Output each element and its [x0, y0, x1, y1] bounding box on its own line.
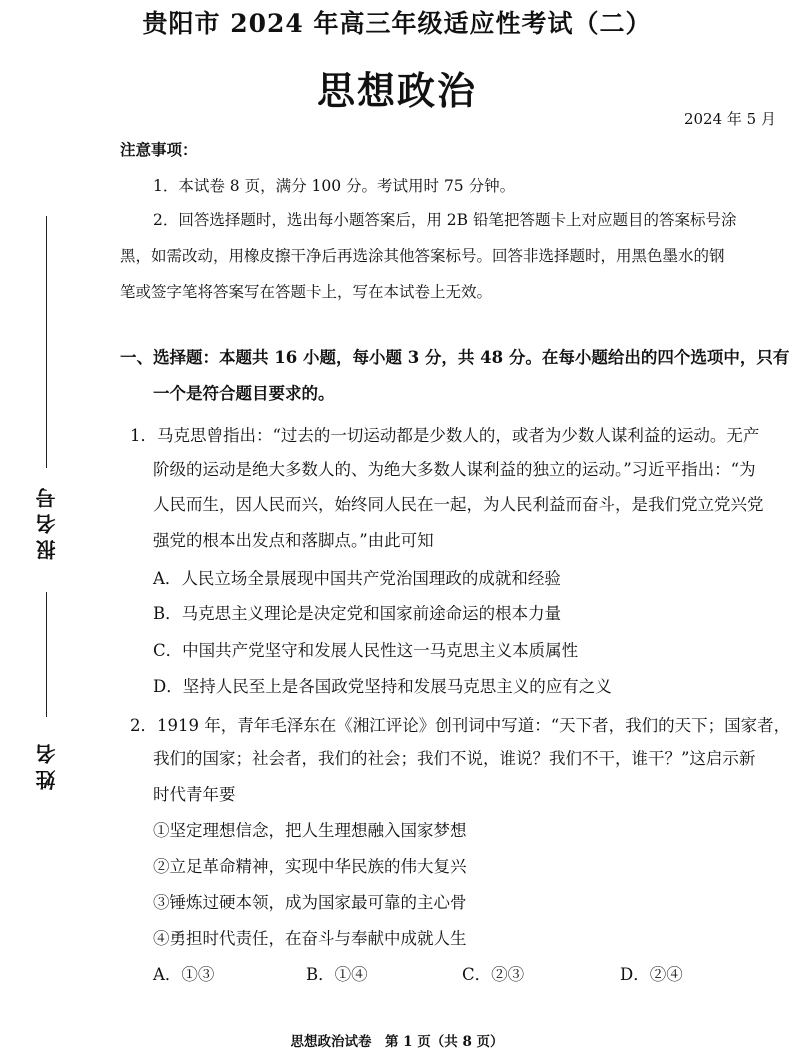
note-line: 黑，如需改动，用橡皮擦干净后再选涂其他答案标号。回答非选择题时，用黑色墨水的钢 — [120, 247, 725, 265]
exam-title: 贵阳市 2024 年高三年级适应性考试（二） — [142, 9, 652, 38]
section-heading: 一、选择题：本题共 16 小题，每小题 3 分，共 48 分。在每小题给出的四个选项中，只有 — [120, 348, 790, 367]
registration-number-line-lower — [46, 592, 47, 717]
question-1-option-a: A．人民立场全景展现中国共产党治国理政的成就和经验 — [153, 569, 561, 588]
registration-number-line — [46, 216, 47, 468]
question-2-option-a: A．①③ — [153, 965, 215, 984]
exam-date: 2024 年 5 月 — [683, 110, 776, 128]
section-heading-cont: 一个是符合题目要求的。 — [153, 384, 335, 403]
registration-number-label: 报名号 — [35, 482, 59, 560]
note-line: 笔或签字笔将答案写在答题卡上，写在本试卷上无效。 — [120, 283, 493, 301]
question-2-line: 2．1919 年，青年毛泽东在《湘江评论》创刊词中写道：“天下者，我们的天下；国家者， — [130, 716, 791, 735]
page-footer: 思想政治试卷 第 1 页（共 8 页） — [290, 1034, 504, 1050]
question-2-item: ①坚定理想信念，把人生理想融入国家梦想 — [153, 821, 467, 840]
note-line: 2．回答选择题时，选出每小题答案后，用 2B 铅笔把答题卡上对应题目的答案标号涂 — [153, 211, 737, 229]
question-1-option-b: B．马克思主义理论是决定党和国家前途命运的根本力量 — [153, 604, 562, 623]
question-2-option-b: B．①④ — [306, 965, 368, 984]
subject-title: 思想政治 — [316, 68, 477, 113]
question-2-item: ③锤炼过硬本领，成为国家最可靠的主心骨 — [153, 893, 467, 912]
question-2-option-c: C．②③ — [462, 965, 525, 984]
question-2-line: 我们的国家；社会者，我们的社会；我们不说，谁说？我们不干，谁干？”这启示新 — [153, 749, 756, 768]
question-1-line: 强党的根本出发点和落脚点。”由此可知 — [153, 531, 434, 550]
question-1-line: 人民而生，因人民而兴，始终同人民在一起，为人民利益而奋斗，是我们党立党兴党 — [153, 495, 764, 514]
question-1-option-d: D．坚持人民至上是各国政党坚持和发展马克思主义的应有之义 — [153, 677, 612, 696]
question-1-line: 阶级的运动是绝大多数人的、为绝大多数人谋利益的独立的运动。”习近平指出：“为 — [153, 460, 756, 479]
question-2-option-d: D．②④ — [620, 965, 683, 984]
question-2-item: ②立足革命精神，实现中华民族的伟大复兴 — [153, 857, 467, 876]
question-1-option-c: C．中国共产党坚守和发展人民性这一马克思主义本质属性 — [153, 641, 579, 660]
name-label: 姓名 — [35, 738, 59, 790]
question-2-item: ④勇担时代责任，在奋斗与奉献中成就人生 — [153, 929, 467, 948]
question-1-line: 1．马克思曾指出：“过去的一切运动都是少数人的，或者为少数人谋利益的运动。无产 — [130, 426, 760, 445]
note-line: 1．本试卷 8 页，满分 100 分。考试用时 75 分钟。 — [153, 177, 516, 195]
notes-heading: 注意事项： — [120, 140, 198, 159]
question-2-line: 时代青年要 — [153, 785, 236, 804]
